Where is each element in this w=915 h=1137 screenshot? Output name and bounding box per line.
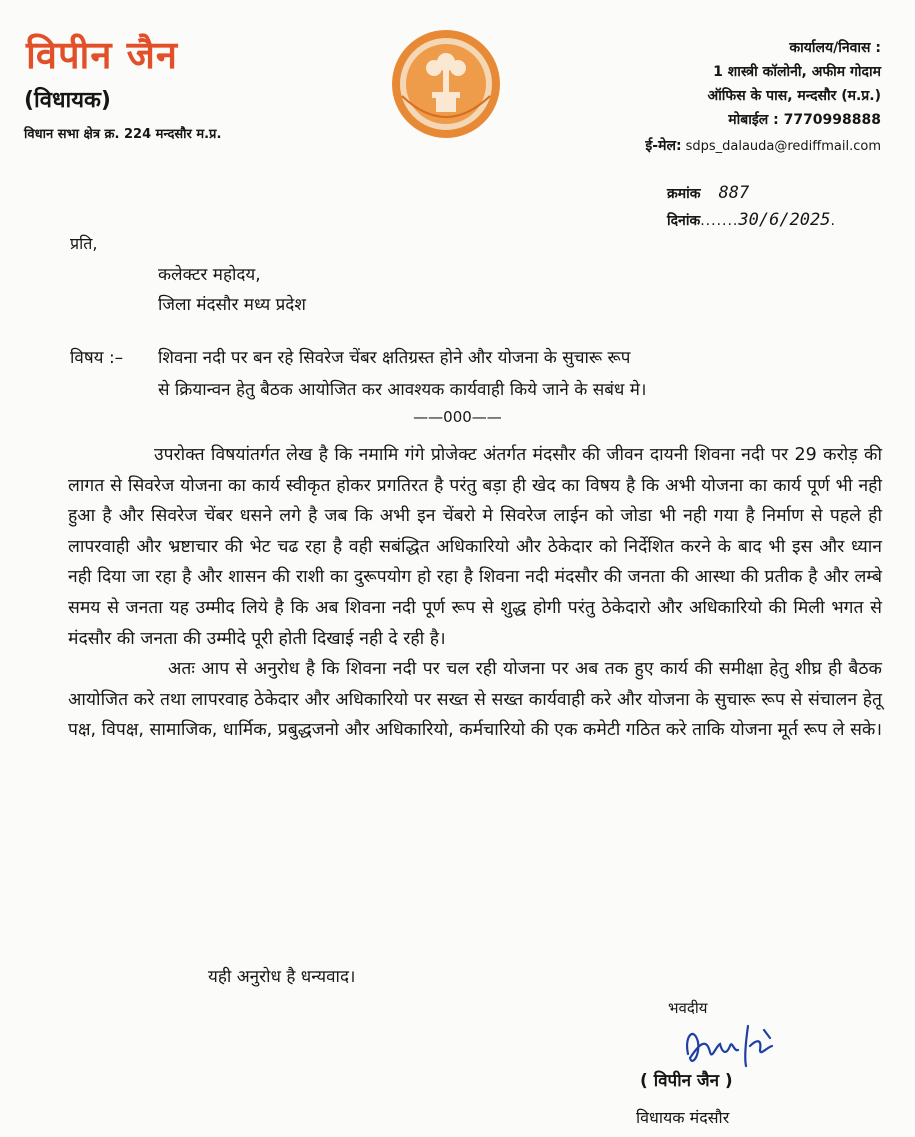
subject-label: विषय :– xyxy=(70,348,124,368)
signoff-title: विधायक मंदसौर xyxy=(636,1108,730,1127)
subject-block xyxy=(70,342,880,406)
signature-image xyxy=(676,1016,786,1074)
address-line: 1 शास्त्री कॉलोनी, अफीम गोदाम xyxy=(713,64,881,80)
letterhead-designation: (विधायक) xyxy=(24,88,111,113)
letter-body xyxy=(68,440,882,746)
email-label: ई-मेल: xyxy=(645,138,682,154)
signoff-sincerely: भवदीय xyxy=(668,999,708,1017)
ref-number-label: क्रमांक xyxy=(667,186,701,202)
address-line: कार्यालय/निवास : xyxy=(789,40,881,56)
subject-line-2: से क्रियान्वन हेतु बैठक आयोजित कर आवश्यक कार्यवाही किये जाने के सबंध मे। xyxy=(158,380,647,400)
closing-line: यही अनुरोध है धन्यवाद। xyxy=(208,967,356,987)
letterhead-constituency: विधान सभा क्षेत्र क्र. 224 मन्दसौर म.प्र. xyxy=(24,127,222,142)
letterhead-address xyxy=(707,36,881,132)
signoff-name: ( विपीन जैन ) xyxy=(640,1071,733,1091)
separator: ——000—— xyxy=(413,408,502,426)
ref-number: 887 xyxy=(718,183,750,203)
reference-block: क्रमांक 887 दिनांक.......30/6/2025. xyxy=(667,183,836,230)
address-line: ऑफिस के पास, मन्दसौर (म.प्र.) xyxy=(707,88,881,104)
recipient-line-2: जिला मंदसौर मध्य प्रदेश xyxy=(158,295,306,315)
ref-date: 30/6/2025 xyxy=(738,210,831,230)
email-value: sdps_dalauda@rediffmail.com xyxy=(685,139,881,154)
letterhead-name: विपीन जैन xyxy=(26,33,179,77)
body-paragraph-1: उपरोक्त विषयांतर्गत लेख है कि नमामि गंगे प्रोजेक्ट अंतर्गत मंदसौर की जीवन दायनी शिवना नदी पर 29 करोड़ की लागत से सिवरेज योजना का कार्य स्वीकृत होकर प्रगतिरत है परंतु बड़ा ही खेद का विषय है कि अभी योजना का कार्य पूर्ण भी नही हुआ है और सिवरेज चेंबर धसने लगे है जब कि अभी इन चेंबरो मे सिवरेज लाईन को जोडा भी नही गया है निर्माण से पहले ही लापरवाही और भ्रष्टाचार की भेट चढ रहा है वही सबंद्धित अधिकारियो और ठेकेदार को निर्देशित करने के बाद भी इस और ध्यान नही दिया जा रहा है और शासन की राशी का दुरूपयोग हो रहा है शिवना नदी मंदसौर की जनता की आस्था की प्रतीक है और लम्बे समय से जनता यह उम्मीद लिये है कि अब शिवना नदी पूर्ण रूप से शुद्ध होगी परंतु ठेकेदारो और अधिकारियो की मिली भगत से मंदसौर की जनता की उम्मीदे पूरी होती दिखाई नही दे रही है। xyxy=(68,445,882,649)
ref-date-label: दिनांक xyxy=(667,213,701,229)
recipient-prefix: प्रति, xyxy=(70,234,98,253)
letterhead-email xyxy=(645,136,881,155)
subject-line-1: शिवना नदी पर बन रहे सिवरेज चेंबर क्षतिग्रस्त होने और योजना के सुचारू रूप xyxy=(158,348,631,368)
recipient-line-1: कलेक्टर महोदय, xyxy=(158,265,261,285)
body-paragraph-2: अतः आप से अनुरोध है कि शिवना नदी पर चल रही योजना पर अब तक हुए कार्य की समीक्षा हेतु शीघ्र ही बैठक आयोजित करे तथा लापरवाह ठेकेदार और अधिकारियो पर सख्त से सख्त कार्यवाही करे और योजना के सुचारू रूप से संचालन हेतू पक्ष, विपक्ष, सामाजिक, धार्मिक, प्रबुद्धजनो और अधिकारियो, कर्मचारियो की एक कमेटी गठित करे ताकि योजना मूर्त रूप ले सके। xyxy=(68,659,882,741)
mobile-line: मोबाईल : 7770998888 xyxy=(728,112,881,128)
emblem-icon xyxy=(384,26,508,142)
